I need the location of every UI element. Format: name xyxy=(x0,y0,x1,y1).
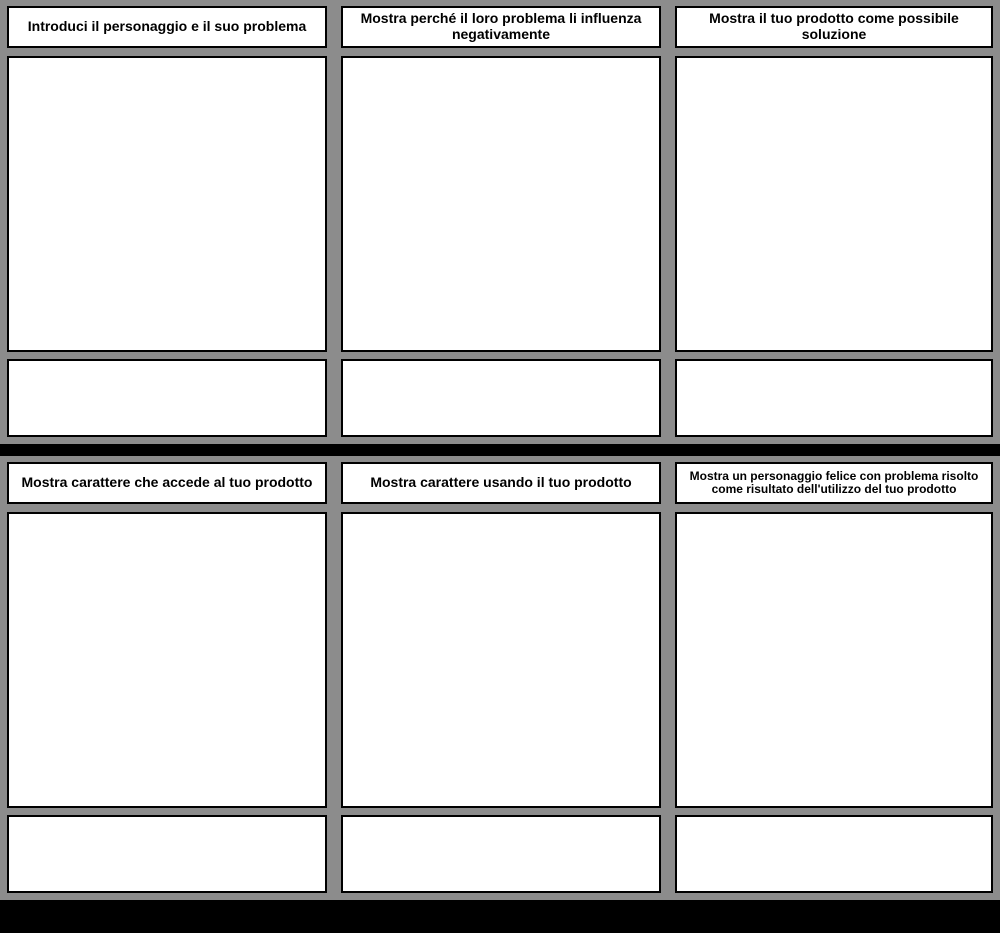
storyboard-cell-5[interactable] xyxy=(334,456,668,900)
cell-title: Mostra carattere che accede al tuo prodotto xyxy=(21,474,313,491)
cell-art-text xyxy=(9,58,325,66)
cell-title-box[interactable] xyxy=(7,6,327,48)
cell-art-area[interactable] xyxy=(7,56,327,352)
cell-title: Mostra un personaggio felice con problema risolto come risultato dell'utilizzo del tuo prodotto xyxy=(689,468,979,496)
row-divider xyxy=(0,444,1000,456)
cell-caption xyxy=(9,817,325,825)
cell-title-box[interactable] xyxy=(675,6,993,48)
cell-art-text xyxy=(677,58,991,66)
storyboard-cell-3[interactable] xyxy=(668,0,1000,444)
cell-caption xyxy=(9,361,325,369)
cell-art-text xyxy=(343,58,659,66)
storyboard-row-1 xyxy=(0,0,1000,444)
cell-art-text xyxy=(343,514,659,522)
cell-art-area[interactable] xyxy=(341,56,661,352)
cell-title: Introduci il personaggio e il suo problema xyxy=(27,18,307,35)
cell-caption-area[interactable] xyxy=(341,359,661,437)
cell-art-text xyxy=(9,514,325,522)
cell-title-box[interactable] xyxy=(341,6,661,48)
cell-caption xyxy=(343,361,659,369)
cell-caption-area[interactable] xyxy=(7,359,327,437)
storyboard-cell-6[interactable] xyxy=(668,456,1000,900)
storyboard-cell-2[interactable] xyxy=(334,0,668,444)
cell-title: Mostra carattere usando il tuo prodotto xyxy=(370,474,632,491)
cell-caption xyxy=(343,817,659,825)
cell-caption xyxy=(677,361,991,369)
cell-art-text xyxy=(677,514,991,522)
cell-title-box[interactable] xyxy=(675,462,993,504)
cell-title: Mostra il tuo prodotto come possibile soluzione xyxy=(709,10,959,42)
cell-art-area[interactable] xyxy=(341,512,661,808)
cell-art-area[interactable] xyxy=(675,512,993,808)
cell-title-box[interactable] xyxy=(341,462,661,504)
storyboard-row-2 xyxy=(0,456,1000,900)
cell-art-area[interactable] xyxy=(675,56,993,352)
cell-title: Mostra perché il loro problema li influenza negativamente xyxy=(360,10,642,42)
cell-title-box[interactable] xyxy=(7,462,327,504)
cell-art-area[interactable] xyxy=(7,512,327,808)
storyboard-cell-4[interactable] xyxy=(0,456,334,900)
cell-caption-area[interactable] xyxy=(341,815,661,893)
cell-caption-area[interactable] xyxy=(675,815,993,893)
storyboard-cell-1[interactable] xyxy=(0,0,334,444)
bottom-margin xyxy=(0,900,1000,933)
cell-caption-area[interactable] xyxy=(7,815,327,893)
cell-caption-area[interactable] xyxy=(675,359,993,437)
cell-caption xyxy=(677,817,991,825)
